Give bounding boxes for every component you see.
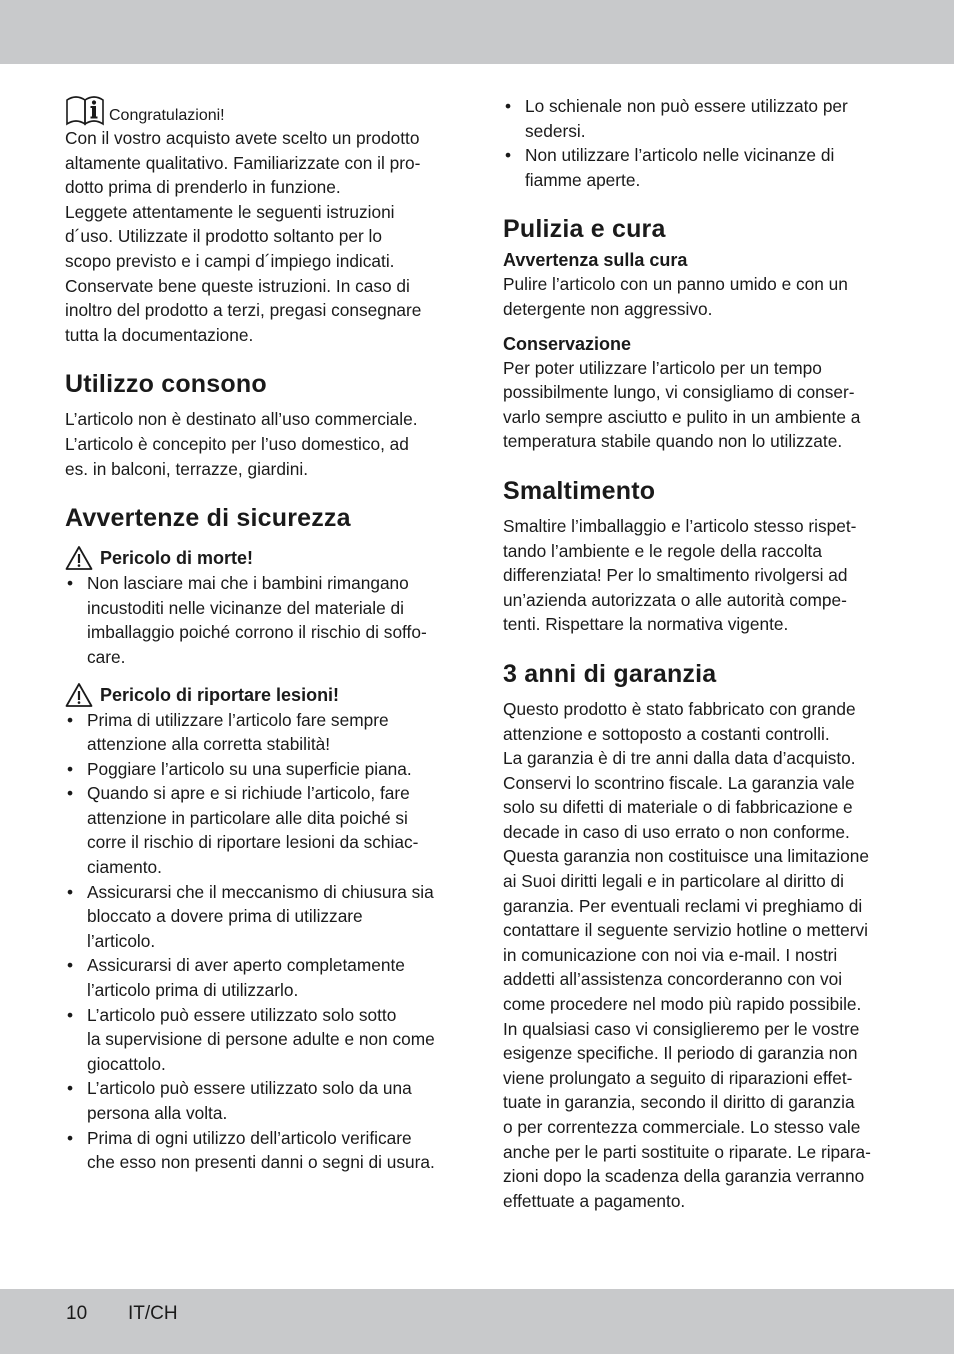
text-line: o per correntezza commerciale. Lo stesso vale <box>503 1117 861 1137</box>
text-line: ciamento. <box>87 857 162 878</box>
list-item <box>65 757 450 782</box>
danger-death-label: Pericolo di morte! <box>100 548 254 569</box>
list-item <box>65 571 450 669</box>
list-item <box>65 1003 450 1077</box>
section-title-garanzia: 3 anni di garanzia <box>503 659 717 688</box>
text-line: esigenze specifiche. Il periodo di garanzia non <box>503 1043 858 1064</box>
text-line: tenti. Rispettare la normativa vigente. <box>503 614 789 635</box>
cura-heading: Avvertenza sulla cura <box>503 250 688 271</box>
text-line: anche per le parti sostituite o riparate. Le ripara- <box>503 1141 871 1162</box>
list-item <box>65 880 450 954</box>
header-band <box>0 0 954 64</box>
locale-code: IT/CH <box>128 1303 178 1324</box>
text-line: come procedere nel modo più rapido possibile. <box>503 994 862 1015</box>
text-line: scopo previsto e i campi d´impiego indicati. <box>65 250 395 271</box>
text-line: varlo sempre asciutto e pulito in un ambiente a <box>503 406 861 427</box>
text-line: care. <box>87 646 126 667</box>
text-line: effettuate a pagamento. <box>503 1190 686 1211</box>
text-line: persona alla volta. <box>87 1103 228 1123</box>
intro-heading <box>65 94 450 126</box>
text-line: addetti all’assistenza concorderanno con voi <box>503 969 843 990</box>
conservazione-text <box>503 356 893 454</box>
text-line: contattare il seguente servizio hotline o mettervi <box>503 920 869 941</box>
text-line: • L’articolo può essere utilizzato solo sotto <box>87 1004 397 1025</box>
text-line: imballaggio poiché corrono il rischio di soffo- <box>87 622 427 643</box>
text-line: • Lo schienale non può essere utilizzato per <box>525 96 848 116</box>
list-item <box>65 708 450 757</box>
list-item <box>503 94 893 143</box>
text-line: viene prolungato a seguito di riparazioni effet- <box>503 1067 853 1088</box>
text-line: L’articolo non è destinato all’uso commerciale. <box>65 409 418 430</box>
text-line: La garanzia è di tre anni dalla data d’acquisto. <box>503 748 856 769</box>
smaltimento-text <box>503 514 893 637</box>
text-line: dotto prima di prenderlo in funzione. <box>65 177 341 198</box>
text-line: tando l’ambiente e le regole della raccolta <box>503 540 822 561</box>
danger-death-list <box>65 571 450 669</box>
text-line: es. in balconi, terrazze, giardini. <box>65 458 309 479</box>
text-line: Con il vostro acquisto avete scelto un prodotto <box>65 128 420 148</box>
text-line: che esso non presenti danni o segni di usura. <box>87 1152 435 1173</box>
text-line: differenziata! Per lo smaltimento rivolgersi ad <box>503 565 848 586</box>
list-item <box>65 781 450 879</box>
manual-info-icon <box>65 94 105 126</box>
text-line: attenzione alla corretta stabilità! <box>87 734 331 755</box>
text-line: sedersi. <box>525 120 586 141</box>
text-line: • L’articolo può essere utilizzato solo da una <box>87 1078 412 1099</box>
page-footer <box>66 1302 178 1326</box>
text-line: Leggete attentamente le seguenti istruzioni <box>65 201 395 222</box>
text-line: Per poter utilizzare l’articolo per un tempo <box>503 357 822 378</box>
text-line: Questa garanzia non costituisce una limitazione <box>503 846 869 867</box>
list-item <box>65 953 450 1002</box>
warning-triangle-icon <box>65 545 93 571</box>
section-title-pulizia: Pulizia e cura <box>503 215 666 244</box>
text-line: • Prima di utilizzare l’articolo fare sempre <box>87 709 389 730</box>
text-line: garanzia. Per eventuali reclami vi preghiamo di <box>503 895 863 916</box>
text-line: • Prima di ogni utilizzo dell’articolo verificare <box>87 1127 412 1148</box>
text-line: bloccato a dovere prima di utilizzare <box>87 906 363 927</box>
safety-continued-list <box>503 94 893 192</box>
text-line: • Assicurarsi di aver aperto completamente <box>87 955 405 976</box>
page-number: 10 <box>66 1303 88 1324</box>
text-line: incustoditi nelle vicinanze del materiale di <box>87 597 404 618</box>
section-title-utilizzo: Utilizzo consono <box>65 370 267 399</box>
text-line: L’articolo è concepito per l’uso domestico, ad <box>65 433 409 454</box>
text-line: • Quando si apre e si richiude l’articolo, fare <box>87 783 410 804</box>
text-line: tuate in garanzia, secondo il diritto di garanzia <box>503 1092 855 1113</box>
text-line: fiamme aperte. <box>525 169 641 190</box>
text-line: Questo prodotto è stato fabbricato con grande <box>503 698 856 719</box>
text-line: la supervisione di persone adulte e non come <box>87 1029 435 1050</box>
text-line: ai Suoi diritti legali e in particolare al diritto di <box>503 871 844 892</box>
garanzia-text <box>503 697 893 1213</box>
text-line: Pulire l’articolo con un panno umido e con un <box>503 274 848 295</box>
congratulations-text: Congratulazioni! <box>109 107 225 124</box>
danger-death-heading <box>65 545 450 571</box>
text-line: In qualsiasi caso vi consiglieremo per le vostre <box>503 1018 860 1039</box>
text-line: Conservi lo scontrino fiscale. La garanzia vale <box>503 772 855 793</box>
text-line: attenzione in particolare alle dita poiché si <box>87 807 408 828</box>
utilizzo-text <box>65 407 450 481</box>
text-line: l’articolo. <box>87 930 156 951</box>
conservazione-heading: Conservazione <box>503 333 632 354</box>
text-line: • Non lasciare mai che i bambini rimangano <box>87 573 409 594</box>
text-line: temperatura stabile quando non lo utilizzate. <box>503 431 843 452</box>
list-item <box>65 1126 450 1175</box>
text-line: solo su difetti di materiale o di fabbricazione e <box>503 797 853 818</box>
text-line: altamente qualitativo. Familiarizzate con il pro- <box>65 152 421 173</box>
danger-injury-list <box>65 708 450 1175</box>
text-line: un’azienda autorizzata o alle autorità compe- <box>503 589 847 610</box>
text-line: d´uso. Utilizzate il prodotto soltanto per lo <box>65 226 382 247</box>
list-item <box>503 143 893 192</box>
text-line: detergente non aggressivo. <box>503 298 713 319</box>
intro-text <box>65 126 450 347</box>
warning-triangle-icon <box>65 682 93 708</box>
danger-injury-heading <box>65 682 450 708</box>
text-line: decade in caso di uso errato o non conforme. <box>503 821 850 842</box>
text-line: inoltro del prodotto a terzi, pregasi consegnare <box>65 300 422 321</box>
text-line: Smaltire l’imballaggio e l’articolo stesso rispet- <box>503 515 857 536</box>
text-line: • Assicurarsi che il meccanismo di chiusura sia <box>87 881 434 902</box>
text-line: in comunicazione con noi via e-mail. I nostri <box>503 944 838 965</box>
text-line: attenzione e sottoposto a costanti controlli. <box>503 723 830 744</box>
text-line: tutta la documentazione. <box>65 324 254 345</box>
list-item <box>65 1076 450 1125</box>
section-title-sicurezza: Avvertenze di sicurezza <box>65 504 351 533</box>
danger-injury-label: Pericolo di riportare lesioni! <box>100 684 340 705</box>
text-line: possibilmente lungo, vi consigliamo di conser- <box>503 382 855 403</box>
cura-text <box>503 272 893 321</box>
left-column <box>65 94 450 1175</box>
text-line: Conservate bene queste istruzioni. In caso di <box>65 275 410 296</box>
text-line: • Non utilizzare l’articolo nelle vicinanze di <box>525 145 835 166</box>
text-line: giocattolo. <box>87 1053 166 1074</box>
text-line: corre il rischio di riportare lesioni da schiac- <box>87 832 419 853</box>
right-column <box>503 94 893 1213</box>
text-line: l’articolo prima di utilizzarlo. <box>87 980 299 1001</box>
text-line: zioni dopo la scadenza della garanzia verranno <box>503 1166 865 1187</box>
text-line: • Poggiare l’articolo su una superficie piana. <box>87 758 412 779</box>
section-title-smaltimento: Smaltimento <box>503 476 656 505</box>
